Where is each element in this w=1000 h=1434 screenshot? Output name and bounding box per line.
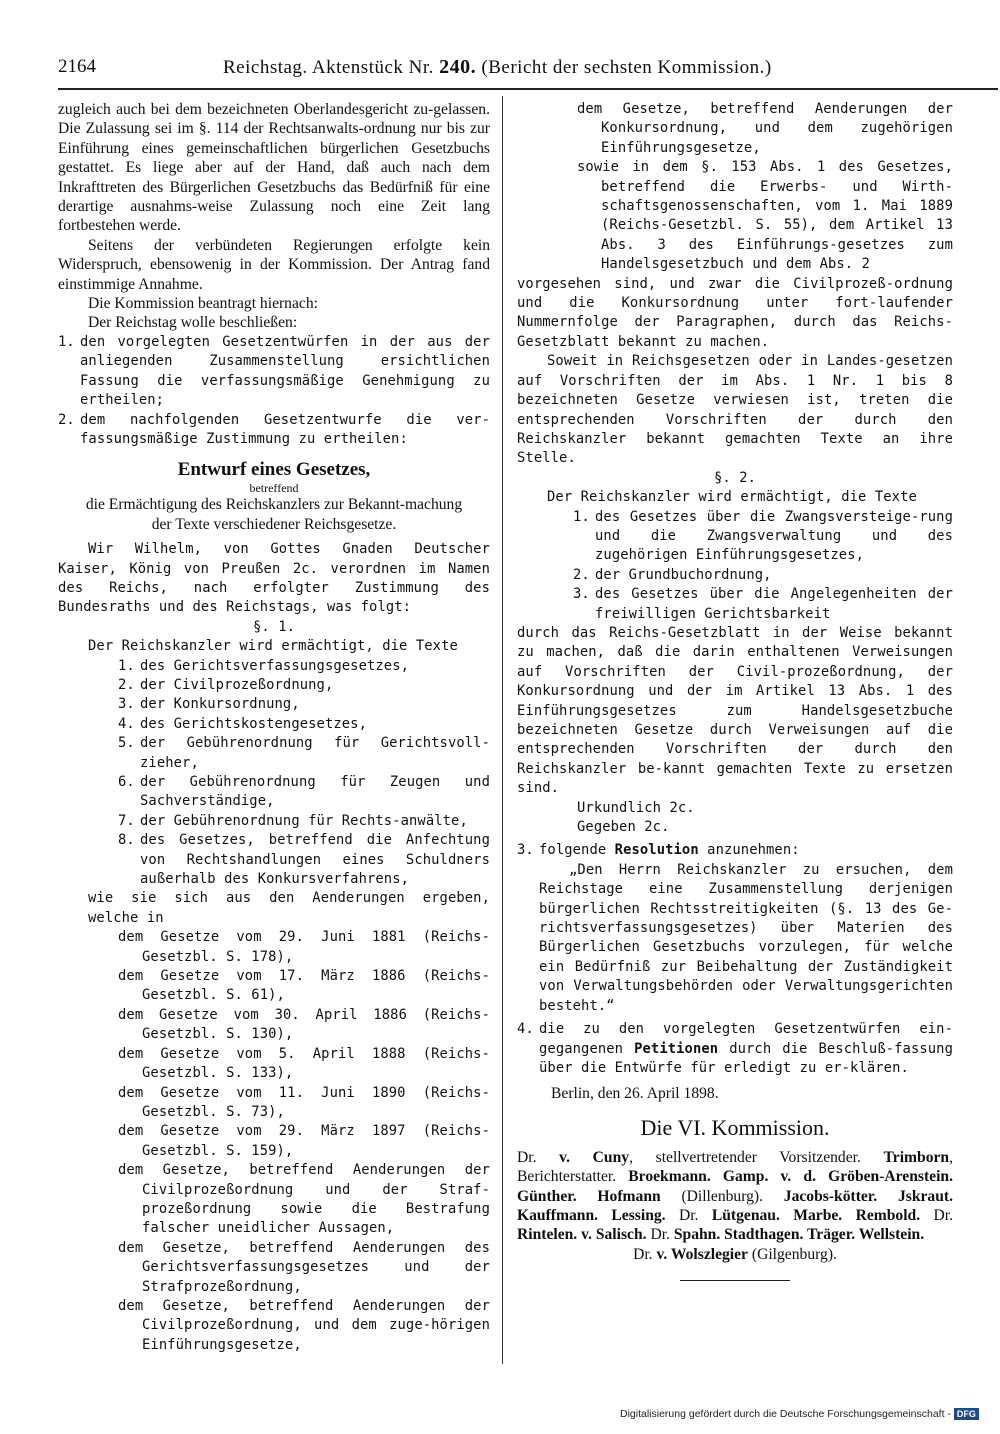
signatories — [517, 1148, 953, 1245]
item-text: der Gebührenordnung für Rechts-anwälte, — [140, 812, 468, 829]
left-column — [58, 100, 490, 1355]
item-text-bold: Petitionen — [634, 1040, 719, 1057]
signatory-last — [517, 1245, 953, 1264]
list-item — [58, 812, 490, 831]
item-number: 8. — [118, 832, 135, 849]
paragraph: Die Kommission beantragt hiernach: — [88, 295, 318, 313]
item-number: 3. — [118, 696, 135, 713]
sig-part: (Gilgenburg). — [747, 1245, 837, 1263]
sig-name: Spahn. Stadthagen. Träger. Wellstein. — [673, 1226, 925, 1244]
item-text: den vorgelegten Gesetzentwürfen in der aus der anliegenden Zusammenstellung ersichtlichen Fassung die verfassungsmäßige Genehmigung zu ertheilen; — [80, 333, 490, 409]
law-item: dem Gesetze vom 17. März 1886 (Reichs-Gesetzbl. S. 61), — [118, 968, 490, 1004]
sig-part: Dr. — [633, 1245, 657, 1263]
section-2-list — [517, 508, 953, 624]
item-text — [539, 841, 953, 860]
law-list — [58, 928, 490, 1355]
section-1-heading: §. 1. — [252, 618, 296, 635]
list-item — [58, 734, 490, 773]
item-text-post: anzunehmen: — [698, 842, 800, 859]
law-item: dem Gesetze vom 29. März 1897 (Reichs-Gesetzbl. S. 159), — [118, 1123, 490, 1159]
item-number: 2. — [118, 676, 135, 693]
list-item — [517, 585, 953, 624]
header-rule — [58, 88, 998, 90]
item-text: der Grundbuchordnung, — [595, 566, 772, 583]
item-number: 1. — [58, 333, 75, 350]
law-item: dem Gesetze, betreffend Aenderungen des Gerichtsverfassungsgesetzes und der Strafprozeßordnung, — [118, 1239, 490, 1295]
draft-title: Entwurf eines Gesetzes, — [177, 459, 371, 481]
law-item: dem Gesetze vom 29. Juni 1881 (Reichs-Gesetzbl. S. 178), — [118, 929, 490, 965]
sig-name: Trimborn — [883, 1148, 950, 1166]
date-line: Berlin, den 26. April 1898. — [551, 1085, 719, 1103]
footer-text: Digitalisierung gefördert durch die Deutsche Forschungsgemeinschaft - — [620, 1408, 951, 1420]
closing-gegeben: Gegeben 2c. — [577, 819, 670, 836]
item-text: des Gesetzes über die Zwangsversteige-rung und die Zwangsverwaltung und des zugehörigen Einführungsgesetzes, — [595, 508, 953, 564]
sig-part: , Berichterstatter. — [517, 1148, 953, 1186]
paragraph: zugleich auch bei dem bezeichneten Oberlandesgericht zu-gelassen. Die Zulassung sei im §. 114 der Rechtsanwalts-ordnung nur bis zur Einführung eines gemeinschaftlichen bürgerlichen Gesetzbuchs gestattet. Es liege aber auf der Hand, daß auch nach dem Inkrafttreten des Bürgerlichen Gesetzbuchs das Bedürfniß für eine derartige ausnahms-weise Zulassung noch eine Zeit lang fortbestehen werde. — [58, 101, 490, 235]
motion-item — [517, 1020, 953, 1078]
item-number: 2. — [573, 566, 590, 583]
end-rule — [680, 1280, 790, 1281]
item-text: des Gesetzes, betreffend die Anfechtung von Rechtshandlungen eines Schuldners außerhalb des Konkursverfahrens, — [140, 832, 490, 888]
list-item — [58, 695, 490, 714]
item-number: 6. — [118, 774, 135, 790]
item-text: dem nachfolgenden Gesetzentwurfe die ver-fassungsmäßige Zustimmung zu ertheilen: — [80, 411, 490, 447]
sig-name: v. Wolszlegier — [656, 1245, 748, 1263]
sig-name: Rintelen. v. Salisch. — [517, 1226, 647, 1244]
item-text: der Konkursordnung, — [140, 696, 300, 713]
law-item: dem Gesetze, betreffend Aenderungen der Civilprozeßordnung, und dem zuge-hörigen Einführungsgesetze, — [118, 1297, 490, 1353]
paragraph: vorgesehen sind, und zwar die Civilprozeß-ordnung und die Konkursordnung unter fort-laufender Nummernfolge der Paragraphen, durch das Reichs-Gesetzblatt bekannt zu machen. — [517, 275, 953, 350]
item-text: des Gesetzes über die Angelegenheiten der freiwilligen Gerichtsbarkeit — [595, 586, 953, 622]
item-text-post: durch die Beschluß-fassung über die Entwürfe für erledigt zu er-klären. — [539, 1040, 953, 1076]
item-number: 2. — [58, 411, 75, 428]
commission-title: Die VI. Kommission. — [640, 1114, 830, 1140]
item-number: 5. — [118, 735, 135, 752]
item-number: 1. — [573, 508, 590, 525]
paragraph: Seitens der verbündeten Regierungen erfolgte kein Widerspruch, ebensowenig in der Kommission. Der Antrag fand einstimmige Annahme. — [58, 236, 490, 293]
paragraph: wie sie sich aus den Aenderungen ergeben, welche in — [88, 890, 490, 926]
sig-part: (Dillenburg). — [660, 1187, 784, 1205]
running-head-number: 240. — [439, 56, 477, 78]
motion-item — [58, 411, 490, 450]
preamble: Wir Wilhelm, von Gottes Gnaden Deutscher Kaiser, König von Preußen 2c. verordnen im Namen des Reichs, nach erfolgter Zustimmung des Bundesraths und des Reichstags, was folgt: — [58, 541, 490, 616]
item-number: 7. — [118, 812, 135, 829]
paragraph: Der Reichstag wolle beschließen: — [88, 314, 298, 332]
item-text — [539, 1020, 953, 1078]
item-text-pre: folgende — [539, 842, 615, 859]
law-item: dem Gesetze vom 5. April 1888 (Reichs-Gesetzbl. S. 133), — [118, 1045, 490, 1082]
sig-name: Jacobs-kötter. Jskraut. Kauffmann. Lessing. — [517, 1187, 953, 1224]
running-head — [223, 56, 772, 79]
item-number: 3. — [573, 586, 590, 603]
page-header — [58, 56, 988, 90]
sig-name: Lütgenau. Marbe. Rembold. — [711, 1206, 921, 1224]
section-2-text: Der Reichskanzler wird ermächtigt, die Texte — [547, 489, 917, 506]
sig-part: , stellvertretender Vorsitzender. — [629, 1148, 884, 1166]
item-text-pre: die zu den vorgelegten Gesetzentwürfen ein-gegangenen — [539, 1021, 953, 1057]
resolution-text: „Den Herrn Reichskanzler zu ersuchen, dem Reichstage eine Zusammenstellung derjenigen bürgerlichen Rechtsstreitigkeiten (§. 13 des Ge-richtsverfassungsgesetzes) über Materien des Bürgerlichen Gesetzbuchs vorzulegen, für welche ein Bedürfniß zur Beibehaltung der Zuständigkeit von Verwaltungsbehörden oder Verwaltungsgerichten besteht.“ — [539, 861, 953, 1014]
item-text: der Gebührenordnung für Zeugen und Sachverständige, — [140, 774, 490, 810]
sig-name: Broekmann. Gamp. v. d. Gröben-Arenstein. Günther. Hofmann — [517, 1168, 953, 1205]
column-divider — [502, 96, 503, 1364]
draft-subject: die Ermächtigung des Reichskanzlers zur Bekannt-machung der Texte verschiedener Reichsgesetze. — [85, 496, 463, 533]
list-item — [58, 715, 490, 734]
paragraph: durch das Reichs-Gesetzblatt in der Weise bekannt zu machen, daß die darin enthaltenen Verweisungen auf Vorschriften der Civil-prozeßordnung, der Konkursordnung und der im Artikel 13 Abs. 1 des Einführungsgesetzes zum Handelsgesetzbuche bezeichneten Gesetze durch Verweisungen auf die entsprechenden Vorschriften der durch den Reichskanzler be-kannt gemachten Texte zu ersetzen sind. — [517, 624, 953, 797]
item-text-bold: Resolution — [614, 842, 699, 859]
item-number: 3. — [517, 842, 534, 859]
list-item — [58, 831, 490, 889]
item-text: des Gerichtsverfassungsgesetzes, — [140, 657, 410, 674]
list-item — [58, 676, 490, 695]
sig-part: Dr. — [646, 1226, 674, 1244]
sig-name: v. Cuny — [559, 1148, 630, 1166]
item-text: des Gerichtskostengesetzes, — [140, 715, 367, 732]
law-item: dem Gesetze vom 11. Juni 1890 (Reichs-Gesetzbl. S. 73), — [118, 1084, 490, 1120]
running-head-suffix: (Bericht der sechsten Kommission.) — [476, 57, 772, 78]
running-head-prefix: Reichstag. Aktenstück Nr. — [223, 57, 440, 78]
item-text: der Civilprozeßordnung, — [140, 676, 334, 693]
section-1-text: Der Reichskanzler wird ermächtigt, die Texte — [88, 638, 458, 655]
law-item: sowie in dem §. 153 Abs. 1 des Gesetzes, betreffend die Erwerbs- und Wirth-schaftsgenossenschaften, vom 1. Mai 1889 (Reichs-Gesetzbl. S. 55), dem Artikel 13 Abs. 3 des Einführungs-gesetzes zum Handelsgesetzbuch und dem Abs. 2 — [577, 159, 953, 273]
list-item — [58, 773, 490, 812]
draft-betreffend: betreffend — [249, 481, 299, 496]
right-column — [517, 100, 953, 1281]
list-item — [517, 566, 953, 585]
law-item: dem Gesetze, betreffend Aenderungen der Konkursordnung, und dem zugehörigen Einführungsgesetze, — [577, 101, 953, 156]
list-item — [517, 508, 953, 566]
law-list-continued — [517, 100, 953, 275]
section-1-list — [58, 657, 490, 890]
section-2-heading: §. 2. — [713, 469, 757, 486]
item-number: 1. — [118, 657, 135, 674]
law-item: dem Gesetze, betreffend Aenderungen der Civilprozeßordnung und der Straf-prozeßordnung sowie die Bestrafung falscher uneidlicher Aussagen, — [118, 1162, 490, 1237]
item-text: der Gebührenordnung für Gerichtsvoll-zieher, — [140, 735, 490, 771]
law-item: dem Gesetze vom 30. April 1886 (Reichs-Gesetzbl. S. 130), — [118, 1006, 490, 1043]
digitization-footer — [620, 1408, 979, 1420]
sig-part: Dr. — [517, 1148, 560, 1166]
item-number: 4. — [118, 715, 135, 732]
sig-part: Dr. — [920, 1206, 954, 1224]
item-number: 4. — [517, 1021, 534, 1038]
motion-item — [58, 333, 490, 411]
dfg-logo-icon: DFG — [954, 1408, 979, 1420]
closing-urkundlich: Urkundlich 2c. — [577, 799, 695, 816]
sig-part: Dr. — [665, 1206, 712, 1224]
list-item — [58, 657, 490, 676]
paragraph: Soweit in Reichsgesetzen oder in Landes-gesetzen auf Vorschriften der im Abs. 1 Nr. 1 bis 8 bezeichneten Gesetze verwiesen ist, treten die entsprechenden Vorschriften der durch den Reichskanzler bekannt gemachten Texte an ihre Stelle. — [517, 353, 953, 467]
page-number: 2164 — [58, 56, 96, 77]
motion-item — [517, 841, 953, 860]
